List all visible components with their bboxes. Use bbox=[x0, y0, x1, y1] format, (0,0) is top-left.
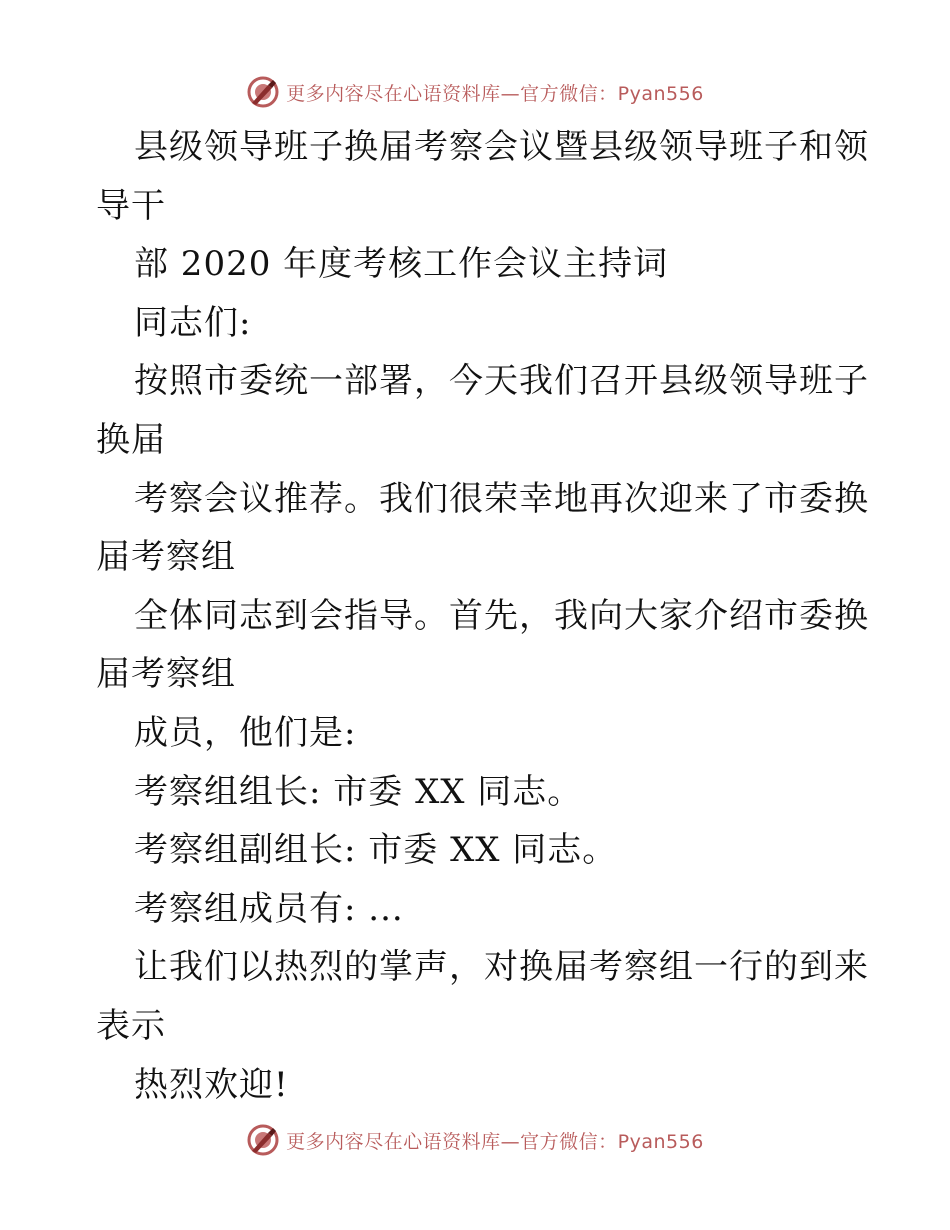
watermark-header bbox=[0, 72, 950, 112]
text-line: 成员，他们是: bbox=[134, 712, 357, 753]
text-line: 导干 bbox=[96, 185, 166, 226]
pen-logo-icon bbox=[246, 75, 280, 109]
text-line: 全体同志到会指导。首先，我向大家介绍市委换 bbox=[134, 595, 869, 636]
watermark-text: 更多内容尽在心语资料库—官方微信：Pyan556 bbox=[286, 1130, 704, 1153]
text-line: 县级领导班子换届考察会议暨县级领导班子和领 bbox=[134, 127, 869, 167]
text-line: 表示 bbox=[96, 1005, 166, 1046]
text-line: 届考察组 bbox=[96, 537, 236, 578]
text-line: 届考察组 bbox=[96, 654, 236, 695]
watermark-footer bbox=[0, 1120, 950, 1160]
text-line: 考察组成员有: ... bbox=[134, 888, 404, 929]
text-line: 考察组组长: 市委 XX 同志。 bbox=[134, 771, 583, 812]
text-line: 考察组副组长: 市委 XX 同志。 bbox=[134, 830, 618, 871]
pen-logo-icon bbox=[246, 1123, 280, 1157]
document-body bbox=[96, 118, 886, 1114]
text-line: 换届 bbox=[96, 419, 166, 460]
text-line: 同志们: bbox=[134, 302, 252, 343]
text-line: 热烈欢迎! bbox=[134, 1064, 289, 1105]
text-line: 让我们以热烈的掌声，对换届考察组一行的到来 bbox=[134, 947, 869, 988]
watermark-text: 更多内容尽在心语资料库—官方微信：Pyan556 bbox=[286, 82, 704, 105]
text-line: 按照市委统一部署，今天我们召开县级领导班子 bbox=[134, 361, 869, 402]
text-line: 部 2020 年度考核工作会议主持词 bbox=[134, 244, 669, 285]
text-line: 考察会议推荐。我们很荣幸地再次迎来了市委换 bbox=[134, 478, 869, 519]
